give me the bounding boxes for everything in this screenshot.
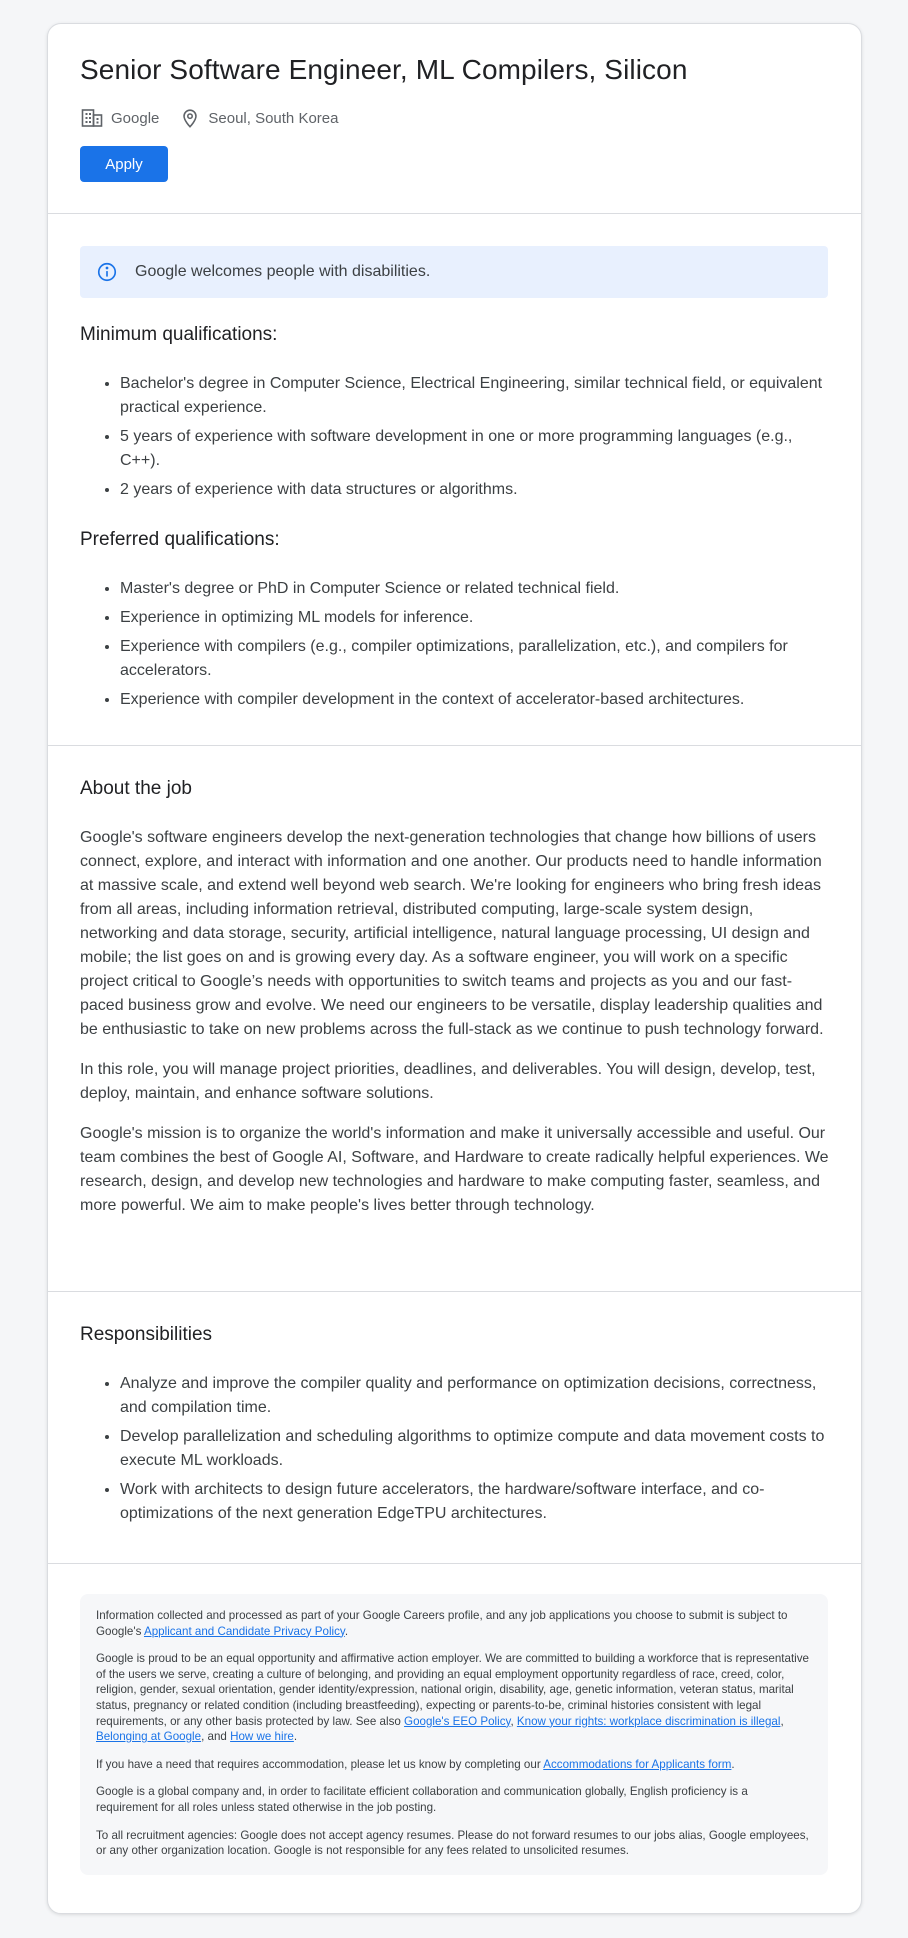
about-paragraph: In this role, you will manage project priorities, deadlines, and deliverables. You will design, develop, test, deploy, maintain, and enhance software solutions.: [80, 1061, 816, 1102]
list-item: • Bachelor's degree in Computer Science, Electrical Engineering, similar technical field, or equivalent practical experience.: [120, 372, 829, 420]
accommodations-form-link[interactable]: Accommodations for Applicants form: [543, 1757, 732, 1771]
about-paragraph: Google's mission is to organize the world's information and make it universally accessible and useful. Our team combines the best of Google AI, Software, and Hardware to create radically helpful experiences. We research, design, and develop new technologies and hardware to make computing faster, seamless, and more powerful. We aim to make people's lives better through technology.: [80, 1125, 829, 1214]
privacy-paragraph: Information collected and processed as part of your Google Careers profile, and any job applications you choose to submit is subject to Google's Applicant and Candidate Privacy Policy.: [96, 1609, 788, 1638]
know-your-rights-link[interactable]: Know your rights: workplace discrimination is illegal: [516, 1714, 781, 1728]
accessibility-notice: [80, 246, 828, 298]
minimum-qualifications-heading: Minimum qualifications:: [80, 324, 278, 345]
apply-button[interactable]: Apply: [80, 146, 168, 182]
about-heading: About the job: [80, 778, 192, 799]
building-icon: [80, 106, 104, 130]
legal-notice: [80, 1594, 828, 1875]
job-location: Seoul, South Korea: [208, 109, 339, 127]
job-meta: [80, 106, 338, 130]
eeo-paragraph: Google is proud to be an equal opportunity and affirmative action employer. We are committed to building a workforce that is representative of the users we serve, creating a culture of belonging, and providing an equal employment opportunity regardless of race, creed, color, religion, gender, sexual orientation, gender identity/expression, national origin, disability, age, genetic information, veteran status, marital status, pregnancy or related condition (including breastfeeding), expecting or parents-to-be, criminal histories consistent with legal requirements, or any other basis protected by law. See also Google's EEO Policy, Know your rights: workplace discrimination is illegal, Belonging at Google, and How we hire.: [96, 1652, 809, 1744]
english-proficiency-paragraph: Google is a global company and, in order to facilitate efficient collaboration and communication globally, English proficiency is a requirement for all roles unless stated otherwise in the job posting.: [96, 1785, 748, 1814]
list-item: • Experience with compiler development in the context of accelerator-based architectures.: [120, 688, 829, 712]
qualifications-section: [48, 214, 861, 746]
about-section: [48, 746, 861, 1292]
list-item: • 2 years of experience with data structures or algorithms.: [120, 478, 829, 502]
how-we-hire-link[interactable]: How we hire: [230, 1730, 294, 1744]
preferred-qualifications-list: [80, 577, 829, 717]
belonging-link[interactable]: Belonging at Google: [96, 1730, 202, 1744]
list-item: • Develop parallelization and scheduling algorithms to optimize compute and data movement costs to execute ML workloads.: [120, 1425, 829, 1473]
list-item: • Experience with compilers (e.g., compiler optimizations, parallelization, etc.), and compilers for accelerators.: [120, 635, 829, 683]
location-pin-icon: [179, 107, 201, 129]
job-header: [48, 24, 861, 214]
about-paragraph: Google's software engineers develop the next-generation technologies that change how billions of users connect, explore, and interact with information and one another. Our products need to handle information at massive scale, and extend well beyond web search. We're looking for engineers who bring fresh ideas from all areas, including information retrieval, distributed computing, large-scale system design, networking and data storage, security, artificial intelligence, natural language processing, UI design and mobile; the list goes on and is growing every day. As a software engineer, you will work on a specific project critical to Google’s needs with opportunities to switch teams and projects as you and our fast-paced business grow and evolve. We need our engineers to be versatile, display leadership qualities and be enthusiastic to take on new problems across the full-stack as we continue to push technology forward.: [80, 829, 824, 1038]
list-item: • 5 years of experience with software development in one or more programming languages (e.g., C++).: [120, 425, 829, 473]
list-item: • Analyze and improve the compiler quality and performance on optimization decisions, correctness, and compilation time.: [120, 1372, 829, 1420]
job-title: Senior Software Engineer, ML Compilers, Silicon: [80, 54, 688, 85]
notice-text: Google welcomes people with disabilities.: [135, 263, 431, 280]
privacy-policy-link[interactable]: Applicant and Candidate Privacy Policy: [143, 1624, 345, 1638]
responsibilities-section: [48, 1292, 861, 1564]
minimum-qualifications-list: [80, 372, 829, 507]
agency-paragraph: To all recruitment agencies: Google does not accept agency resumes. Please do not forward resumes to our jobs alias, Google employees, or any other organization location. Google is not responsible for any fees related to unsolicited resumes.: [96, 1828, 809, 1858]
company-name: Google: [111, 109, 160, 127]
responsibilities-heading: Responsibilities: [80, 1324, 213, 1345]
eeo-policy-link[interactable]: Google's EEO Policy: [404, 1714, 511, 1728]
info-icon: [96, 261, 118, 283]
accommodation-paragraph: If you have a need that requires accommodation, please let us know by completing our Accommodations for Applicants form.: [96, 1757, 735, 1771]
responsibilities-list: [80, 1372, 829, 1531]
list-item: • Master's degree or PhD in Computer Science or related technical field.: [120, 577, 829, 601]
job-card: [47, 23, 862, 1914]
list-item: • Work with architects to design future accelerators, the hardware/software interface, and co-optimizations of the next generation EdgeTPU architectures.: [120, 1478, 829, 1526]
list-item: • Experience in optimizing ML models for inference.: [120, 606, 829, 630]
preferred-qualifications-heading: Preferred qualifications:: [80, 529, 280, 550]
about-body: [80, 826, 829, 1234]
